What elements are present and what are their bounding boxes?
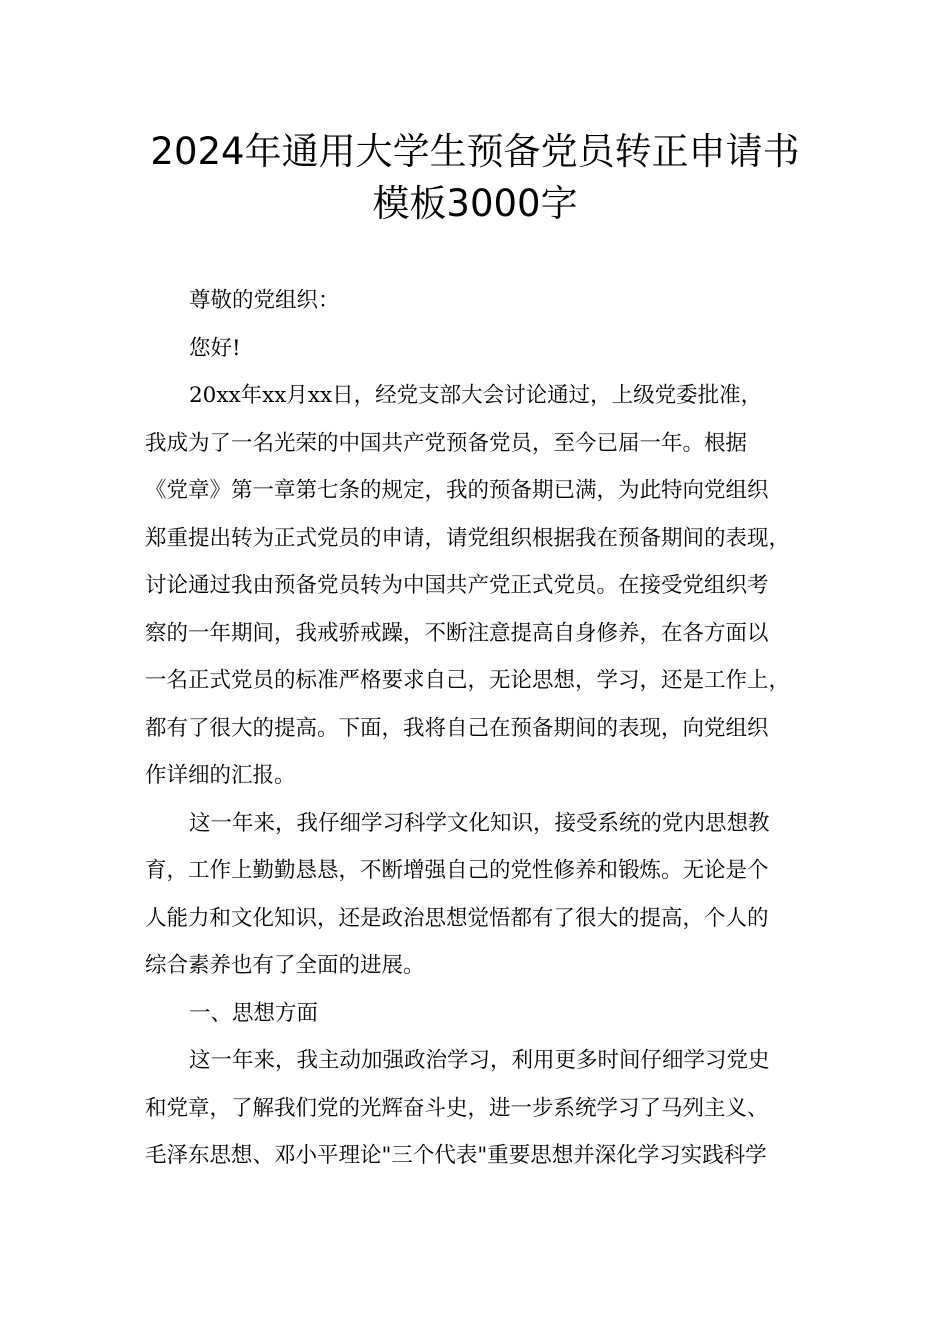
paragraph-line: 育，工作上勤勤恳恳，不断增强自己的党性修养和锻炼。无论是个	[145, 858, 769, 883]
paragraph-line: 人能力和文化知识，还是政治思想觉悟都有了很大的提高，个人的	[145, 905, 769, 931]
title-line: 模板3000字	[372, 182, 578, 225]
document-body	[145, 277, 835, 1180]
section-heading: 一、思想方面	[189, 1000, 319, 1026]
paragraph-line: 20xx年xx月xx日，经党支部大会讨论通过，上级党委批准，	[189, 383, 763, 408]
paragraph-line: 作详细的汇报。	[145, 763, 296, 788]
paragraph-line: 郑重提出转为正式党员的申请，请党组织根据我在预备期间的表现，	[145, 525, 791, 551]
greeting: 您好!	[189, 335, 241, 361]
document-title	[100, 126, 850, 230]
paragraph-line: 《党章》第一章第七条的规定，我的预备期已满，为此特向党组织	[145, 478, 769, 503]
salutation: 尊敬的党组织：	[189, 288, 340, 313]
paragraph-line: 这一年来，我仔细学习科学文化知识，接受系统的党内思想教	[189, 810, 770, 836]
paragraph-line: 和党章，了解我们党的光辉奋斗史，进一步系统学习了马列主义、	[145, 1095, 769, 1121]
paragraph-line: 我成为了一名光荣的中国共产党预备党员，至今已届一年。根据	[145, 430, 748, 456]
paragraph-line: 察的一年期间，我戒骄戒躁，不断注意提高自身修养，在各方面以	[145, 620, 769, 646]
paragraph-line: 毛泽东思想、邓小平理论"三个代表"重要思想并深化学习实践科学	[145, 1143, 767, 1168]
title-line: 2024年通用大学生预备党员转正申请书	[150, 130, 800, 173]
paragraph-line: 一名正式党员的标准严格要求自己，无论思想，学习，还是工作上，	[145, 668, 791, 693]
paragraph-line: 这一年来，我主动加强政治学习，利用更多时间仔细学习党史	[189, 1048, 770, 1073]
paragraph-line: 讨论通过我由预备党员转为中国共产党正式党员。在接受党组织考	[145, 573, 769, 598]
paragraph-line: 综合素养也有了全面的进展。	[145, 953, 425, 978]
paragraph-line: 都有了很大的提高。下面，我将自己在预备期间的表现，向党组织	[145, 715, 769, 741]
